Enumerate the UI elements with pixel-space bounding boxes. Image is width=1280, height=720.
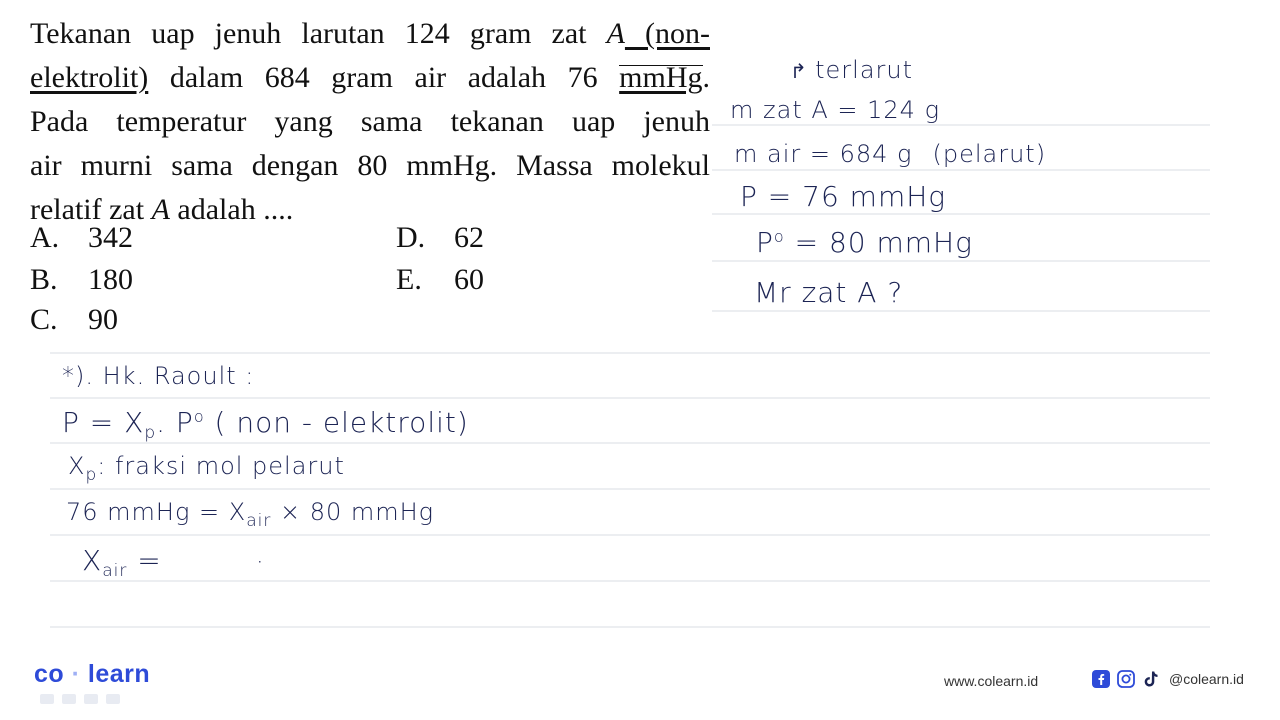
cursor-dot: · [256,548,265,576]
option-letter: B. [30,263,58,296]
sub-lhs: 76 mmHg = X [66,498,247,526]
q1-tail: (non- [624,17,710,50]
q2-elektrolit: elektrolit) [30,61,149,94]
pen-icon[interactable] [40,694,54,704]
q1-text: Tekanan uap jenuh larutan 124 gram zat [30,17,607,50]
option-c [30,298,118,342]
question-line-3: Pada temperatur yang sama tekanan uap jenuh [30,105,710,138]
eq1-lhs: P = X [62,406,145,439]
q5-tail: adalah .... [169,193,294,226]
social-links [1092,670,1244,688]
note-pressure-pure [756,226,973,259]
note-p0-sup: o [773,227,785,246]
option-letter: C. [30,303,58,336]
option-letter: A. [30,221,60,254]
work-substitution [66,498,434,531]
option-value: 342 [88,221,133,254]
eq1-sup: o [193,407,205,426]
q2-dot: . [702,61,710,94]
q5-var: A [151,193,170,226]
brand-learn: learn [87,660,151,688]
question-line-4: air murni sama dengan 80 mmHg. Massa molekul [30,149,710,182]
option-value: 62 [454,221,484,254]
social-handle[interactable]: @colearn.id [1169,671,1244,687]
q1-var: A [606,17,625,50]
note-terlarut-text: terlarut [815,56,914,84]
option-letter: E. [396,263,422,296]
question-line-1 [30,12,710,56]
sub-rhs: × 80 mmHg [271,498,435,526]
eq1-note: ( non - elektrolit) [204,406,469,439]
note-p0: P [756,226,774,259]
toolbar-icons [40,694,120,704]
xair-sub: air [102,561,128,581]
note-pressure: P = 76 mmHg [740,180,947,213]
work-title: *). Hk. Raoult : [62,362,255,390]
note-mass-water-text: m air = 684 g [734,140,913,168]
facebook-icon[interactable] [1092,670,1110,688]
instagram-icon[interactable] [1117,670,1135,688]
q2-unit: mmHg [619,61,703,94]
xp-x: X [68,452,86,480]
work-raoult-equation [62,406,469,443]
note-pelarut: (pelarut) [932,140,1047,168]
brand-co: co [34,660,65,688]
eraser-icon[interactable] [62,694,76,704]
option-value: 90 [88,303,118,336]
note-mass-water [734,140,1046,168]
option-value: 180 [88,263,133,296]
brand-dot: · [71,660,81,688]
note-terlarut: ↱ terlarut [790,56,914,84]
menu-icon[interactable] [84,694,98,704]
undo-icon[interactable] [106,694,120,704]
work-x-air [82,544,162,581]
xp-sub: p [85,465,98,485]
option-a [30,216,133,260]
eq1-sub: p [144,423,157,443]
website-url[interactable]: www.colearn.id [944,673,1039,689]
note-p0-value: = 80 mmHg [784,226,973,259]
option-d [396,216,484,260]
q2-text: dalam 684 gram air adalah 76 [148,61,620,94]
colearn-logo [34,660,150,689]
question-text [30,12,710,232]
xair-x: X [82,544,103,577]
option-e [396,258,484,302]
option-b [30,258,133,302]
tiktok-icon[interactable] [1142,670,1160,688]
question-line-2 [30,56,710,100]
xair-eq: = [127,544,162,577]
xp-text: : fraksi mol pelarut [97,452,345,480]
eq1-p: . P [156,406,194,439]
work-xp-definition [68,452,345,485]
sub-sub: air [246,511,272,531]
q5-text: relatif zat [30,193,152,226]
option-letter: D. [396,221,426,254]
option-value: 60 [454,263,484,296]
note-mr-question: Mr zat A ? [754,276,904,309]
note-mass-solute: m zat A = 124 g [730,96,940,124]
